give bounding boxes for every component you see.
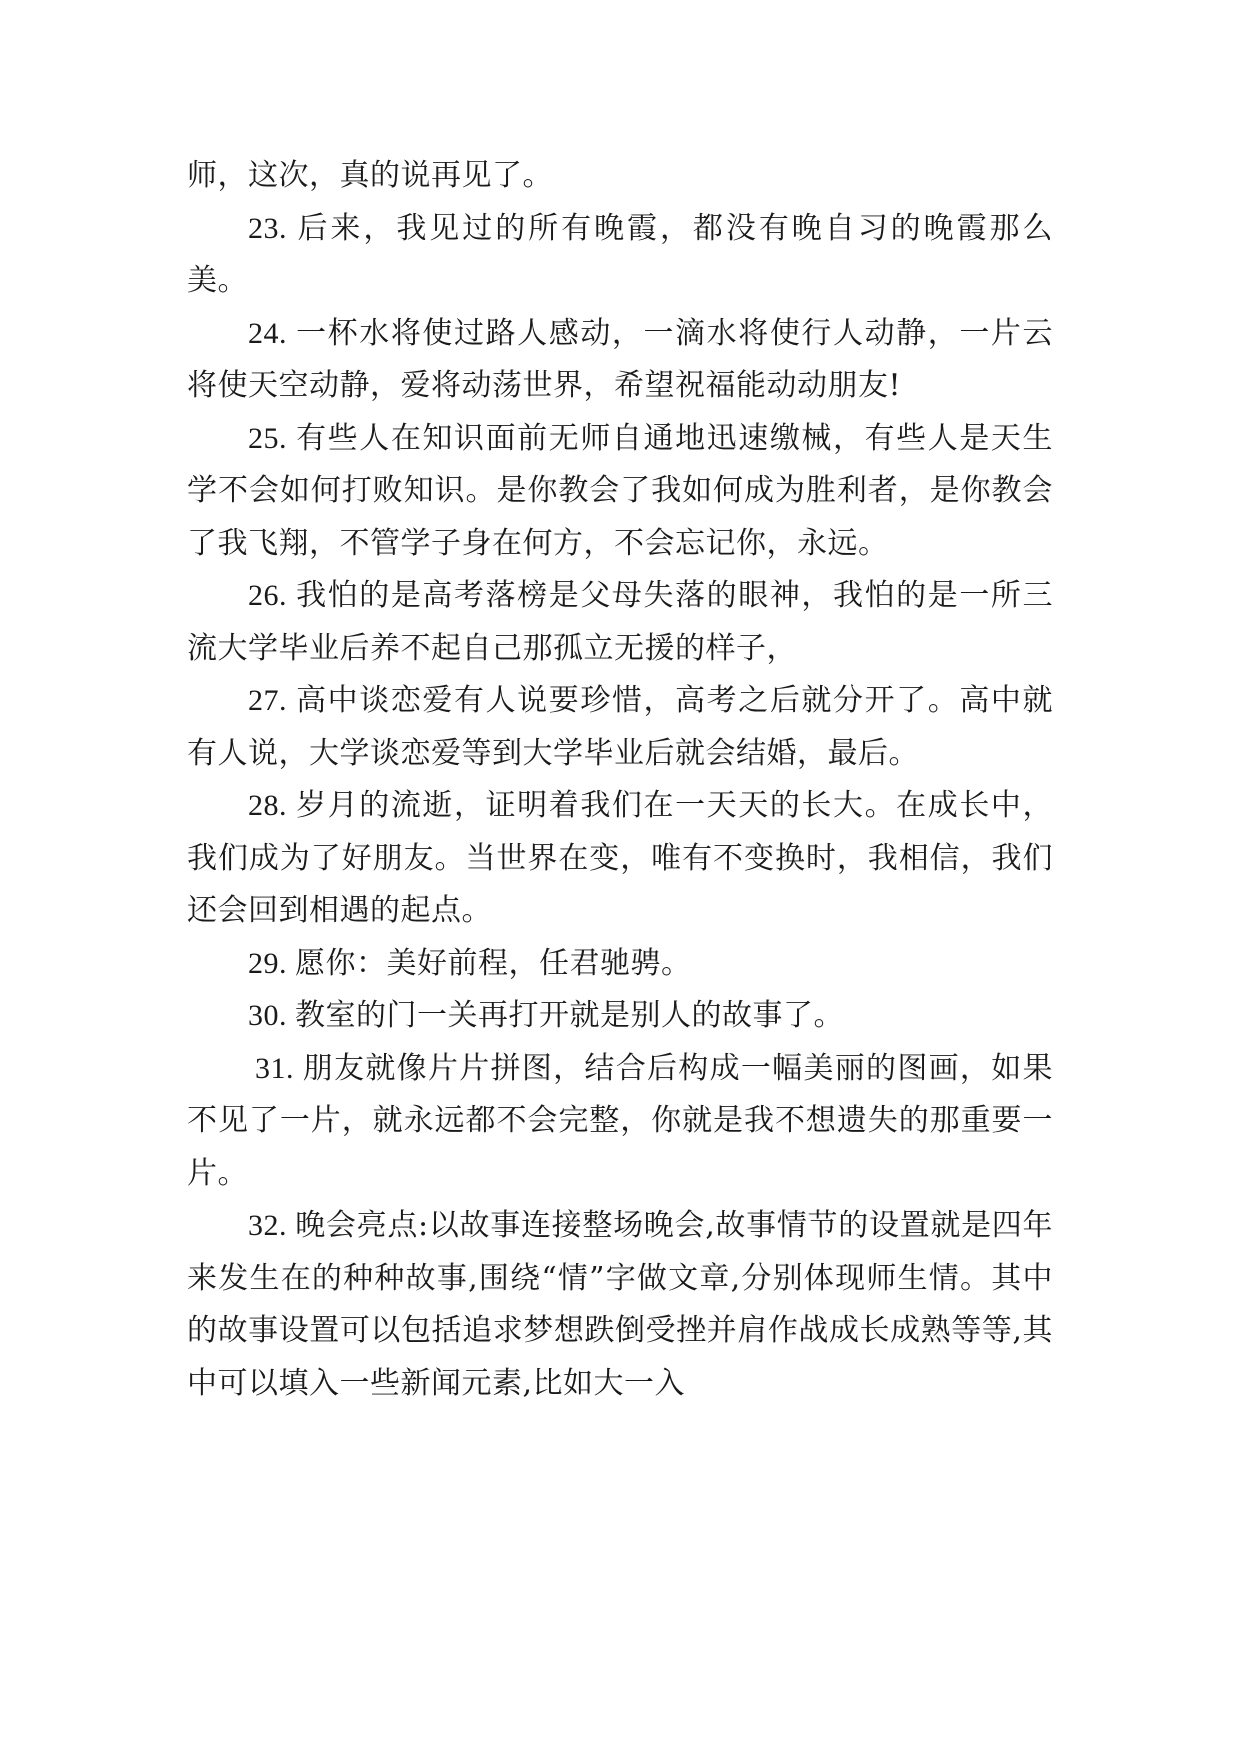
paragraph-text: 有些人在知识面前无师自通地迅速缴械，有些人是天生学不会如何打败知识。是你教会了我如何成为胜利者，是你教会了我飞翔，不管学子身在何方，不会忘记你，永远。: [187, 420, 1053, 561]
paragraph-27: [187, 675, 1053, 780]
paragraph-29: [187, 938, 1053, 991]
paragraph-24: [187, 308, 1053, 413]
paragraph-number: 32.: [248, 1209, 287, 1242]
paragraph-text: 愿你：美好前程，任君驰骋。: [295, 945, 692, 981]
paragraph-continued: [187, 150, 1053, 203]
paragraph-32: [187, 1200, 1053, 1410]
paragraph-text: 高中谈恋爱有人说要珍惜，高考之后就分开了。高中就有人说，大学谈恋爱等到大学毕业后就会结婚，最后。: [187, 683, 1053, 771]
paragraph-text: 我怕的是高考落榜是父母失落的眼神，我怕的是一所三流大学毕业后养不起自己那孤立无援的样子，: [187, 578, 1053, 666]
paragraph-23: [187, 203, 1053, 308]
paragraph-text: 朋友就像片片拼图，结合后构成一幅美丽的图画，如果不见了一片，就永远都不会完整，你就是我不想遗失的那重要一片。: [187, 1050, 1053, 1191]
paragraph-25: [187, 413, 1053, 571]
paragraph-number: 23.: [248, 211, 287, 245]
paragraph-26: [187, 570, 1053, 675]
paragraph-number: 29.: [248, 946, 287, 980]
paragraph-text: 后来，我见过的所有晚霞，都没有晚自习的晚霞那么美。: [187, 210, 1053, 298]
paragraph-text: 师，这次，真的说再见了。: [187, 158, 553, 193]
paragraph-text: 晚会亮点:以故事连接整场晚会,故事情节的设置就是四年来发生在的种种故事,围绕“情”字做文章,分别体现师生情。其中的故事设置可以包括追求梦想跌倒受挫并肩作战成长成熟等等,其中可以填入一些新闻元素,比如大一入: [187, 1208, 1053, 1401]
paragraph-28: [187, 780, 1053, 938]
paragraph-text: 一杯水将使过路人感动，一滴水将使行人动静，一片云将使天空动静，爱将动荡世界，希望祝福能动动朋友!: [187, 315, 1053, 403]
paragraph-number: 31.: [255, 1051, 294, 1085]
paragraph-31: [187, 1043, 1053, 1201]
paragraph-30: [187, 990, 1053, 1043]
paragraph-number: 25.: [248, 421, 287, 455]
paragraph-text: 教室的门一关再打开就是别人的故事了。: [295, 998, 844, 1033]
paragraph-number: 28.: [248, 789, 287, 822]
document-body: [187, 150, 1053, 1410]
paragraph-number: 27.: [248, 684, 287, 717]
paragraph-number: 26.: [248, 579, 287, 612]
paragraph-number: 30.: [248, 999, 287, 1032]
paragraph-number: 24.: [248, 316, 287, 350]
paragraph-text: 岁月的流逝，证明着我们在一天天的长大。在成长中，我们成为了好朋友。当世界在变，唯有不变换时，我相信，我们还会回到相遇的起点。: [187, 788, 1053, 928]
